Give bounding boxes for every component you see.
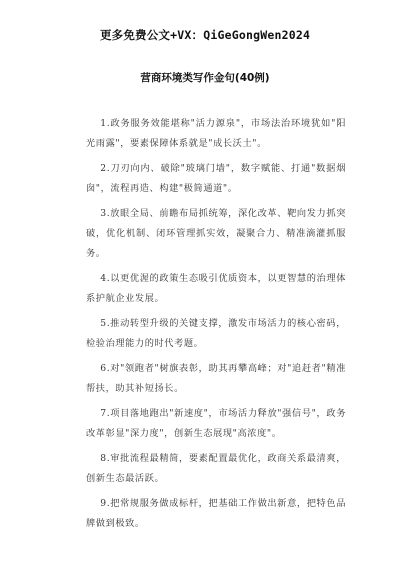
paragraph-9: 9.把常规服务做成标杆，把基础工作做出新意，把特色品牌做到极致。	[86, 498, 346, 529]
header-contact-line: 更多免费公文+VX：QiGeGongWen2024	[99, 28, 311, 42]
paragraph-5: 5.推动转型升级的关键支撑，激发市场活力的核心密码，检验治理能力的时代考题。	[86, 318, 346, 349]
document-body	[86, 114, 346, 539]
paragraph-4: 4.以更优渥的政策生态吸引优质资本，以更智慧的治理体系护航企业发展。	[86, 273, 346, 304]
paragraph-1: 1.政务服务效能堪称"活力源泉"，市场法治环境犹如"阳光雨露"，要素保障体系就是"成长沃土"。	[86, 118, 346, 149]
paragraph-2: 2.刀刃向内、破除"玻璃门墙"，数字赋能、打通"数据烟囱"，流程再造、构建"极简通道"。	[86, 163, 346, 194]
paragraph-3: 3.放眼全局、前瞻布局抓统筹，深化改革、靶向发力抓突破，优化机制、闭环管理抓实效，凝聚合力、精准滴灌抓服务。	[86, 208, 346, 259]
document-title: 营商环境类写作金句(40例)	[140, 72, 270, 84]
paragraph-8: 8.审批流程最精简，要素配置最优化，政商关系最清爽，创新生态最活跃。	[86, 453, 346, 484]
paragraph-7: 7.项目落地跑出"新速度"，市场活力释放"强信号"，政务改革彰显"深力度"，创新生态展现"高浓度"。	[86, 408, 346, 439]
paragraph-6: 6.对"领跑者"树旗表彰，助其再攀高峰；对"追赶者"精准帮扶，助其补短扬长。	[86, 363, 346, 394]
